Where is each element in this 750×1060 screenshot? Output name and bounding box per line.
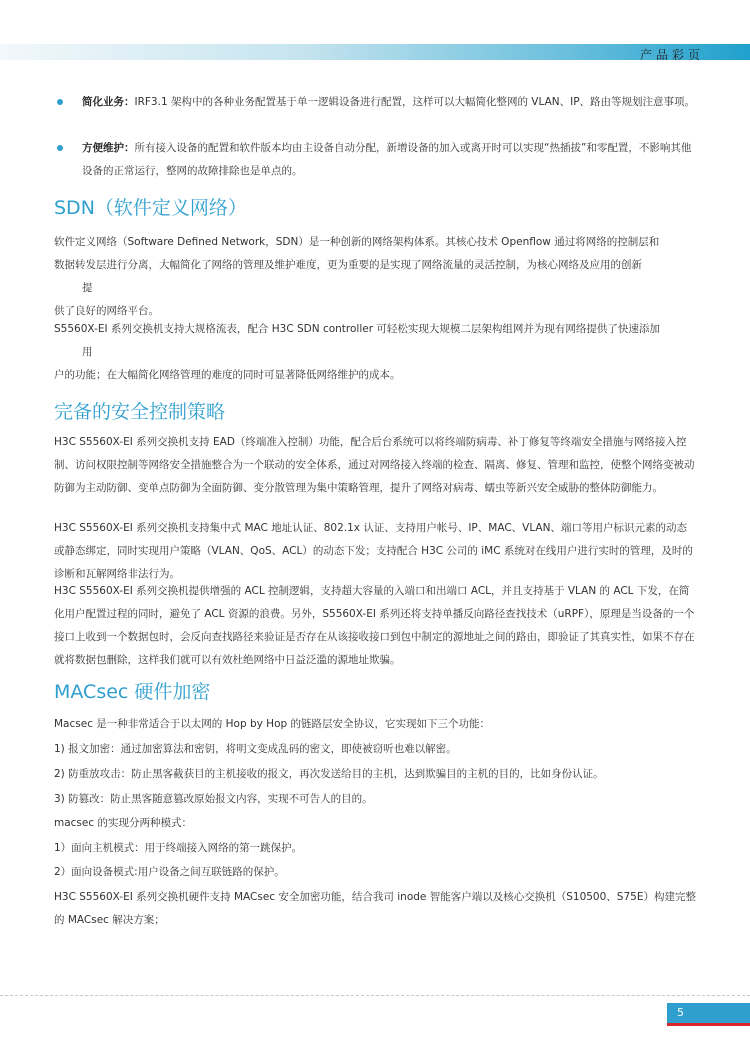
bullet-maintenance	[54, 137, 696, 183]
text-line: 数据转发层进行分离，大幅简化了网络的管理及维护难度，更为重要的是实现了网络流量的灵活控制，为核心网络及应用的创新	[54, 259, 642, 271]
bullet-text: 所有接入设备的配置和软件版本均由主设备自动分配，新增设备的加入或离开时可以实现“热插拔”和零配置，不影响其他设备的正常运行，整网的故障排除也是单点的。	[82, 142, 692, 177]
security-paragraph-1: H3C S5560X-EI 系列交换机支持 EAD（终端准入控制）功能，配合后台系统可以将终端防病毒、补丁修复等终端安全措施与网络接入控制、访问权限控制等网络安全措施整合为一个联动的安全体系，通过对网络接入终端的检查、隔离、修复、管理和监控，使整个网络变被动防御为主动防御、变单点防御为全面防御、变分散管理为集中策略管理，提升了网络对病毒、蠕虫等新兴安全威胁的整体防御能力。	[54, 436, 695, 494]
page-number: 5	[677, 1006, 684, 1019]
macsec-mode-1: 1）面向主机模式：用于终端接入网络的第一跳保护。	[54, 842, 303, 854]
section-heading-sdn: SDN（软件定义网络）	[54, 197, 247, 219]
bullet-dot-icon	[57, 99, 63, 105]
macsec-intro: Macsec 是一种非常适合于以太网的 Hop by Hop 的链路层安全协议，它实现如下三个功能：	[54, 718, 491, 730]
sdn-paragraph-1	[54, 231, 696, 323]
sdn-paragraph-2	[54, 318, 696, 387]
macsec-feature-1: 1) 报文加密：通过加密算法和密钥，将明文变成乱码的密文，即使被窃听也难以解密。	[54, 743, 457, 755]
bullet-dot-icon	[57, 145, 63, 151]
page-number-box	[667, 1003, 750, 1023]
macsec-feature-3: 3) 防篡改：防止黑客随意篡改原始报文内容，实现不可告人的目的。	[54, 793, 373, 805]
macsec-modes-intro: macsec 的实现分两种模式：	[54, 817, 192, 829]
header-gradient-bar	[0, 44, 750, 60]
section-heading-macsec: MACsec 硬件加密	[54, 681, 211, 703]
text-line: S5560X-EI 系列交换机支持大规格流表，配合 H3C SDN controller 可轻松实现大规模二层架构组网并为现有网络提供了快速添加	[54, 323, 660, 335]
security-paragraph-3: H3C S5560X-EI 系列交换机提供增强的 ACL 控制逻辑，支持超大容量的入端口和出端口 ACL，并且支持基于 VLAN 的 ACL 下发，在简化用户配置过程的同时，避免了 ACL 资源的浪费。另外，S5560X-EI 系列还将支持单播反向路径查找技术（uRPF），原理是当设备的一个接口上收到一个数据包时，会反向查找路径来验证是否存在从该接收接口到包中制定的源地址之间的路由，即验证了其真实性，如果不存在就将数据包删除，这样我们就可以有效杜绝网络中日益泛滥的源地址欺骗。	[54, 585, 695, 666]
text-line: 用	[82, 346, 93, 358]
header-title: 产品彩页	[639, 48, 704, 62]
text-line: 供了良好的网络平台。	[54, 305, 159, 317]
text-line: 户的功能；在大幅简化网络管理的难度的同时可显著降低网络维护的成本。	[54, 369, 401, 381]
macsec-feature-2: 2) 防重放攻击：防止黑客截获目的主机接收的报文，再次发送给目的主机，达到欺骗目的主机的目的，比如身份认证。	[54, 768, 604, 780]
bullet-text: IRF3.1 架构中的各种业务配置基于单一逻辑设备进行配置，这样可以大幅简化整网的 VLAN、IP、路由等规划注意事项。	[134, 96, 696, 108]
footer-divider	[0, 995, 750, 996]
section-heading-security: 完备的安全控制策略	[54, 401, 226, 423]
text-line: 提	[82, 282, 93, 294]
bullet-label: 简化业务：	[82, 96, 135, 108]
bullet-simplify	[54, 91, 696, 114]
macsec-mode-2: 2）面向设备模式:用户设备之间互联链路的保护。	[54, 866, 285, 878]
macsec-paragraph-final: H3C S5560X-EI 系列交换机硬件支持 MACsec 安全加密功能，结合我司 inode 智能客户端以及核心交换机（S10500、S75E）构建完整的 MACsec 解决方案；	[54, 891, 696, 926]
security-paragraph-2: H3C S5560X-EI 系列交换机支持集中式 MAC 地址认证、802.1x 认证、支持用户帐号、IP、MAC、VLAN、端口等用户标识元素的动态或静态绑定，同时实现用户策略（VLAN、QoS、ACL）的动态下发；支持配合 H3C 公司的 iMC 系统对在线用户进行实时的管理，及时的诊断和瓦解网络非法行为。	[54, 522, 693, 580]
text-line: 软件定义网络（Software Defined Network，SDN）是一种创新的网络架构体系。其核心技术 Openflow 通过将网络的控制层和	[54, 236, 660, 248]
page-number-accent	[667, 1023, 750, 1026]
bullet-label: 方便维护：	[82, 142, 135, 154]
